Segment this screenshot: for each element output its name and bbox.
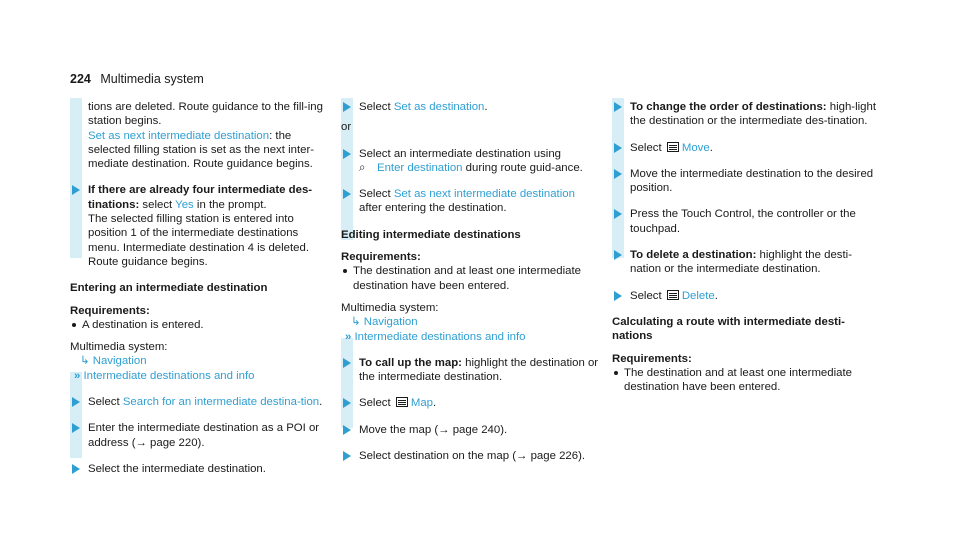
- step-arrow-icon: [343, 398, 351, 408]
- double-chevron-icon: »: [74, 369, 81, 382]
- column-1: [70, 100, 330, 488]
- menu-path-navigation: ↳ Navigation: [80, 355, 147, 368]
- heading-entering: Entering an intermediate destination: [70, 282, 268, 295]
- step-arrow-icon: [343, 102, 351, 112]
- page-header: [70, 72, 204, 86]
- link-set-as-next-intermediate[interactable]: Set as next intermediate destination: [393, 188, 575, 201]
- link-yes[interactable]: Yes: [175, 198, 194, 211]
- step-arrow-icon: [614, 169, 622, 179]
- link-map[interactable]: Map: [410, 397, 433, 410]
- step-delete-destination: To delete a destination: highlight the desti-nation or the intermediate destination.: [630, 248, 880, 277]
- requirements-label: Requirements:: [612, 352, 692, 365]
- page-number: 224: [70, 72, 91, 86]
- step-press-control: Press the Touch Control, the controller or the touchpad.: [630, 207, 880, 236]
- step-arrow-icon: [614, 209, 622, 219]
- heading-editing: Editing intermediate destinations: [341, 228, 521, 241]
- step-arrow-icon: [614, 250, 622, 260]
- step-enter-destination: Select an intermediate destination using ⌕ Enter destination during route guid-ance.: [359, 147, 605, 176]
- step-select-on-map: Select destination on the map (→ page 226).: [359, 449, 605, 463]
- link-enter-destination[interactable]: Enter destination: [377, 161, 463, 174]
- link-move[interactable]: Move: [681, 141, 710, 154]
- menu-icon: [667, 142, 679, 152]
- search-icon: ⌕: [359, 161, 366, 174]
- menu-icon: [667, 290, 679, 300]
- requirement-item: A destination is entered.: [70, 318, 330, 332]
- step-move-intermediate: Move the intermediate destination to the desired position.: [630, 167, 880, 196]
- menu-path-intermediate: » Intermediate destinations and info: [74, 369, 255, 382]
- column-3: [612, 100, 880, 402]
- step-select-intermediate: Select the intermediate destination.: [88, 462, 330, 476]
- link-set-as-destination[interactable]: Set as destination: [393, 101, 485, 113]
- step-enter-poi: Enter the intermediate destination as a POI or address (→ page 220).: [88, 421, 330, 450]
- step-arrow-icon: [343, 358, 351, 368]
- menu-icon: [396, 397, 408, 407]
- link-delete[interactable]: Delete: [681, 289, 715, 302]
- column-2: [341, 100, 605, 475]
- menu-path-navigation: ↳ Navigation: [351, 316, 418, 329]
- requirements-label: Requirements:: [341, 251, 421, 264]
- step-arrow-icon: [72, 397, 80, 407]
- double-chevron-icon: »: [345, 330, 352, 343]
- step-arrow-icon: [614, 143, 622, 153]
- step-arrow-icon: [614, 291, 622, 301]
- step-arrow-icon: [343, 189, 351, 199]
- heading-calculating: Calculating a route with intermediate desti-nations: [612, 315, 845, 343]
- requirement-item: The destination and at least one intermediate destination have been entered.: [341, 264, 605, 293]
- section-title: Multimedia system: [100, 72, 204, 86]
- step-select-move: Select Move.: [630, 141, 880, 155]
- step-move-map: Move the map (→ page 240).: [359, 423, 605, 437]
- step-arrow-icon: [343, 425, 351, 435]
- step-arrow-icon: [343, 149, 351, 159]
- step-arrow-icon: [72, 185, 80, 195]
- menu-path-intermediate: » Intermediate destinations and info: [345, 330, 526, 343]
- step-arrow-icon: [72, 464, 80, 474]
- step-set-next-intermediate: Select Set as next intermediate destination after entering the destination.: [359, 187, 605, 216]
- step-select-map: Select Map.: [359, 396, 605, 410]
- step-call-up-map: To call up the map: highlight the destination or the intermediate destination.: [359, 356, 605, 385]
- step-set-as-destination: Select Set as destination.: [359, 100, 605, 114]
- step-change-order: To change the order of destinations: high-light the destination or the intermediate des-tination.: [630, 100, 880, 129]
- step-four-destinations: If there are already four intermediate des-tinations: select Yes in the prompt. The selected filling station is entered into position 1 of the intermediate destinations menu. Intermediate destination 4 is deleted. Route guidance begins.: [88, 183, 330, 269]
- continued-text: tions are deleted. Route guidance to the fill-ing station begins. Set as next intermediate destination: the selected filling station is set as the next inter-mediate destination. Route guidance begins.: [88, 101, 323, 171]
- link-set-as-next-intermediate[interactable]: Set as next intermediate destination: [88, 129, 270, 142]
- step-arrow-icon: [343, 451, 351, 461]
- or-text: or: [341, 121, 352, 134]
- requirements-label: Requirements:: [70, 304, 150, 317]
- system-label: Multimedia system:: [70, 341, 168, 354]
- link-search-intermediate[interactable]: Search for an intermediate destina-tion: [122, 396, 320, 409]
- step-select-delete: Select Delete.: [630, 289, 880, 303]
- system-label: Multimedia system:: [341, 301, 439, 314]
- step-arrow-icon: [614, 102, 622, 112]
- requirement-item: The destination and at least one intermediate destination have been entered.: [612, 366, 880, 395]
- step-search-intermediate: Select Search for an intermediate destina-tion.: [88, 395, 330, 409]
- path-arrow-icon: ↳: [351, 316, 361, 329]
- step-arrow-icon: [72, 423, 80, 433]
- path-arrow-icon: ↳: [80, 355, 90, 368]
